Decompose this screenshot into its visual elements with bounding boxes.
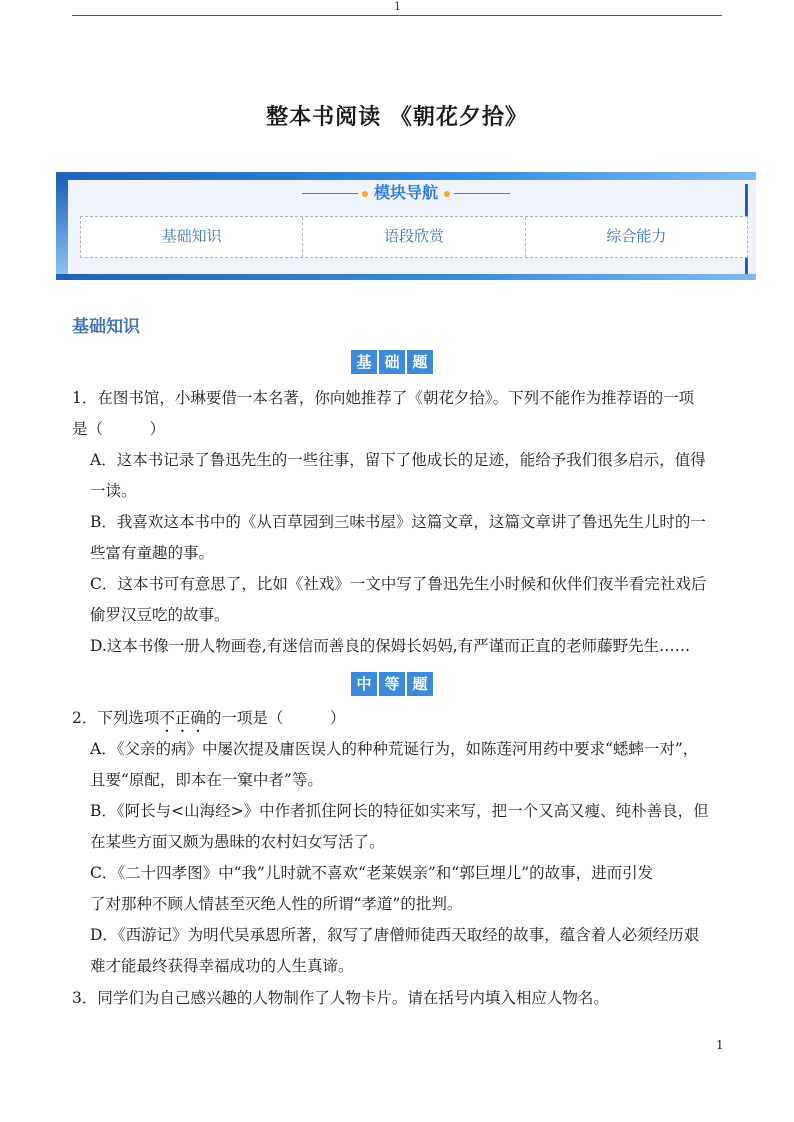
tag-char: 题 bbox=[407, 350, 433, 374]
tag-basic-questions bbox=[351, 350, 433, 374]
nav-item-passage-appreciation[interactable]: 语段欣赏 bbox=[302, 217, 524, 257]
q2-option-d-line1: D．《西游记》为明代吴承恩所著，叙写了唐僧师徒西天取经的故事，蕴含着人必须经历艰 bbox=[90, 926, 700, 944]
nav-heading-line-right bbox=[454, 193, 510, 194]
nav-top-bar bbox=[56, 172, 756, 180]
document-title: 整本书阅读 《朝花夕拾》 bbox=[266, 105, 528, 130]
header-page-number: 1 bbox=[394, 0, 401, 13]
q2-option-a-line1: A．《父亲的病》中屡次提及庸医误人的种种荒诞行为，如陈莲河用药中要求“蟋蟀一对”， bbox=[90, 740, 699, 758]
tag-char: 础 bbox=[379, 350, 405, 374]
nav-bottom-bar bbox=[56, 274, 756, 280]
tag-char: 题 bbox=[407, 672, 433, 696]
tag-char: 基 bbox=[351, 350, 377, 374]
nav-dot-right bbox=[444, 191, 450, 197]
footer-page-number: 1 bbox=[716, 1038, 724, 1052]
nav-heading-line-left bbox=[302, 193, 358, 194]
q2-option-a-line2: 且要“原配，即本在一窠中者”等。 bbox=[90, 771, 323, 789]
nav-heading-text: 模块导航 bbox=[373, 183, 438, 202]
nav-items bbox=[80, 216, 748, 258]
q2-option-b-line1: B．《阿长与<山海经>》中作者抓住阿长的特征如实来写，把一个又高又瘦、纯朴善良，但 bbox=[90, 802, 709, 820]
tag-intermediate-questions bbox=[351, 672, 433, 696]
q2-option-b-line2: 在某些方面又颇为愚昧的农村妇女写活了。 bbox=[90, 833, 385, 851]
q1-option-d-line1: D.这本书像一册人物画卷,有迷信而善良的保姆长妈妈,有严谨而正直的老师藤野先生…… bbox=[90, 637, 691, 655]
nav-heading bbox=[56, 180, 756, 203]
q1-option-b-line2: 些富有童趣的事。 bbox=[90, 544, 215, 562]
q2-option-c-line1: C．《二十四孝图》中“我”儿时就不喜欢“老莱娱亲”和“郭巨埋儿”的故事，进而引发 bbox=[90, 864, 654, 882]
module-navigation bbox=[56, 172, 756, 282]
q1-option-a-line2: 一读。 bbox=[90, 482, 137, 500]
q1-option-a-line1: A．这本书记录了鲁迅先生的一些往事，留下了他成长的足迹，能给予我们很多启示，值得 bbox=[90, 451, 706, 469]
q1-option-b-line1: B．我喜欢这本书中的《从百草园到三味书屋》这篇文章，这篇文章讲了鲁迅先生儿时的一 bbox=[90, 513, 706, 531]
q3-stem: 3．同学们为自己感兴趣的人物制作了人物卡片。请在括号内填入相应人物名。 bbox=[72, 989, 609, 1007]
q1-option-c-line2: 偷罗汉豆吃的故事。 bbox=[90, 606, 230, 624]
q1-stem-line1: 1．在图书馆，小琳要借一本名著，你向她推荐了《朝花夕拾》。下列不能作为推荐语的一项 bbox=[72, 389, 695, 407]
nav-item-basic-knowledge[interactable]: 基础知识 bbox=[161, 227, 222, 245]
q2-option-c-line2: 了对那种不顾人情甚至灭绝人性的所谓“孝道”的批判。 bbox=[90, 895, 463, 913]
q2-stem bbox=[72, 703, 722, 736]
nav-dot-left bbox=[362, 191, 368, 197]
q2-stem-pre: 2．下列选项 bbox=[72, 709, 160, 727]
nav-item-comprehensive-ability[interactable]: 综合能力 bbox=[525, 217, 747, 257]
tag-char: 中 bbox=[351, 672, 377, 696]
q2-stem-post: 的一项是（ ） bbox=[205, 709, 346, 727]
q1-option-c-line1: C．这本书可有意思了，比如《社戏》一文中写了鲁迅先生小时候和伙伴们夜半看完社戏后 bbox=[90, 575, 707, 593]
q1-stem-line2: 是（ ） bbox=[72, 420, 166, 438]
q2-stem-emphasis: 不正确 bbox=[159, 709, 206, 727]
section-heading: 基础知识 bbox=[72, 317, 140, 337]
header-rule bbox=[72, 15, 722, 16]
q2-option-d-line2: 难才能最终获得幸福成功的人生真谛。 bbox=[90, 957, 354, 975]
tag-char: 等 bbox=[379, 672, 405, 696]
